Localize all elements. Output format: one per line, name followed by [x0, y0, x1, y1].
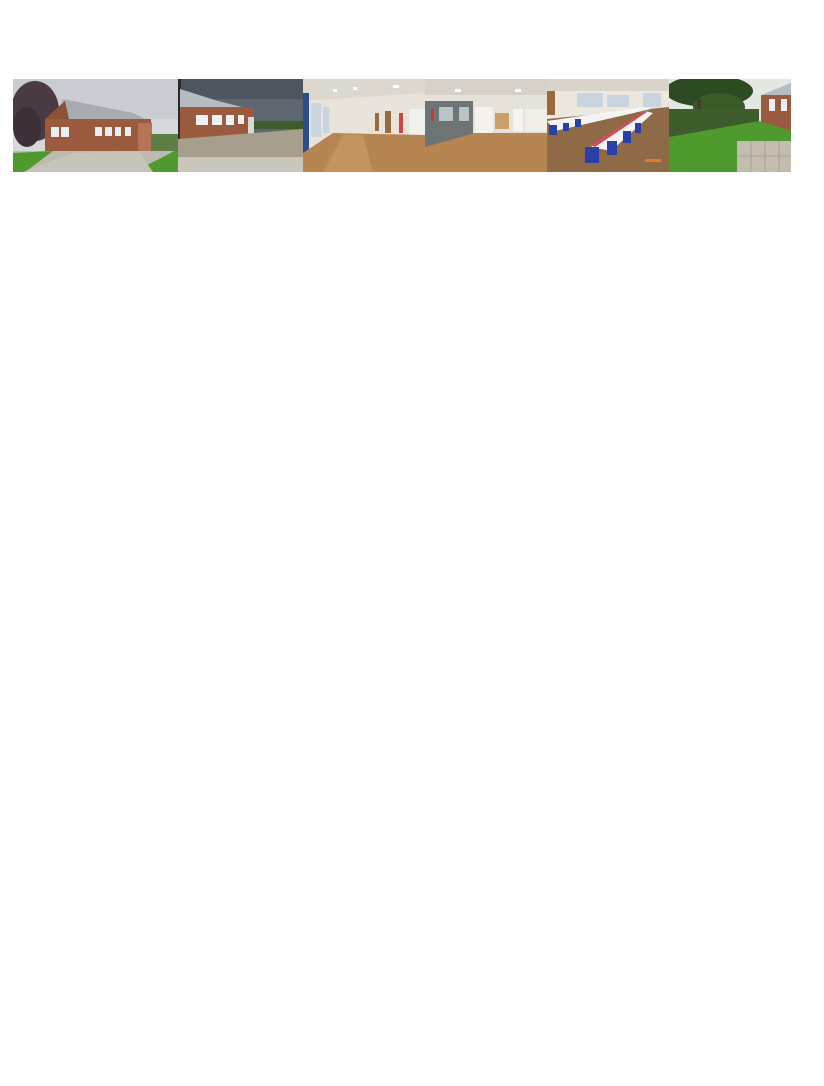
- photo-hall-exterior-front[interactable]: [13, 79, 178, 172]
- photo-main-hall-interior-stage-end[interactable]: [425, 79, 547, 172]
- photo-main-hall-interior[interactable]: [303, 79, 425, 172]
- photo-gallery-strip: [13, 79, 791, 172]
- photo-hall-set-for-dinner[interactable]: [547, 79, 669, 172]
- photo-hall-garden[interactable]: [669, 79, 791, 172]
- photo-hall-exterior-car-park[interactable]: [178, 79, 303, 172]
